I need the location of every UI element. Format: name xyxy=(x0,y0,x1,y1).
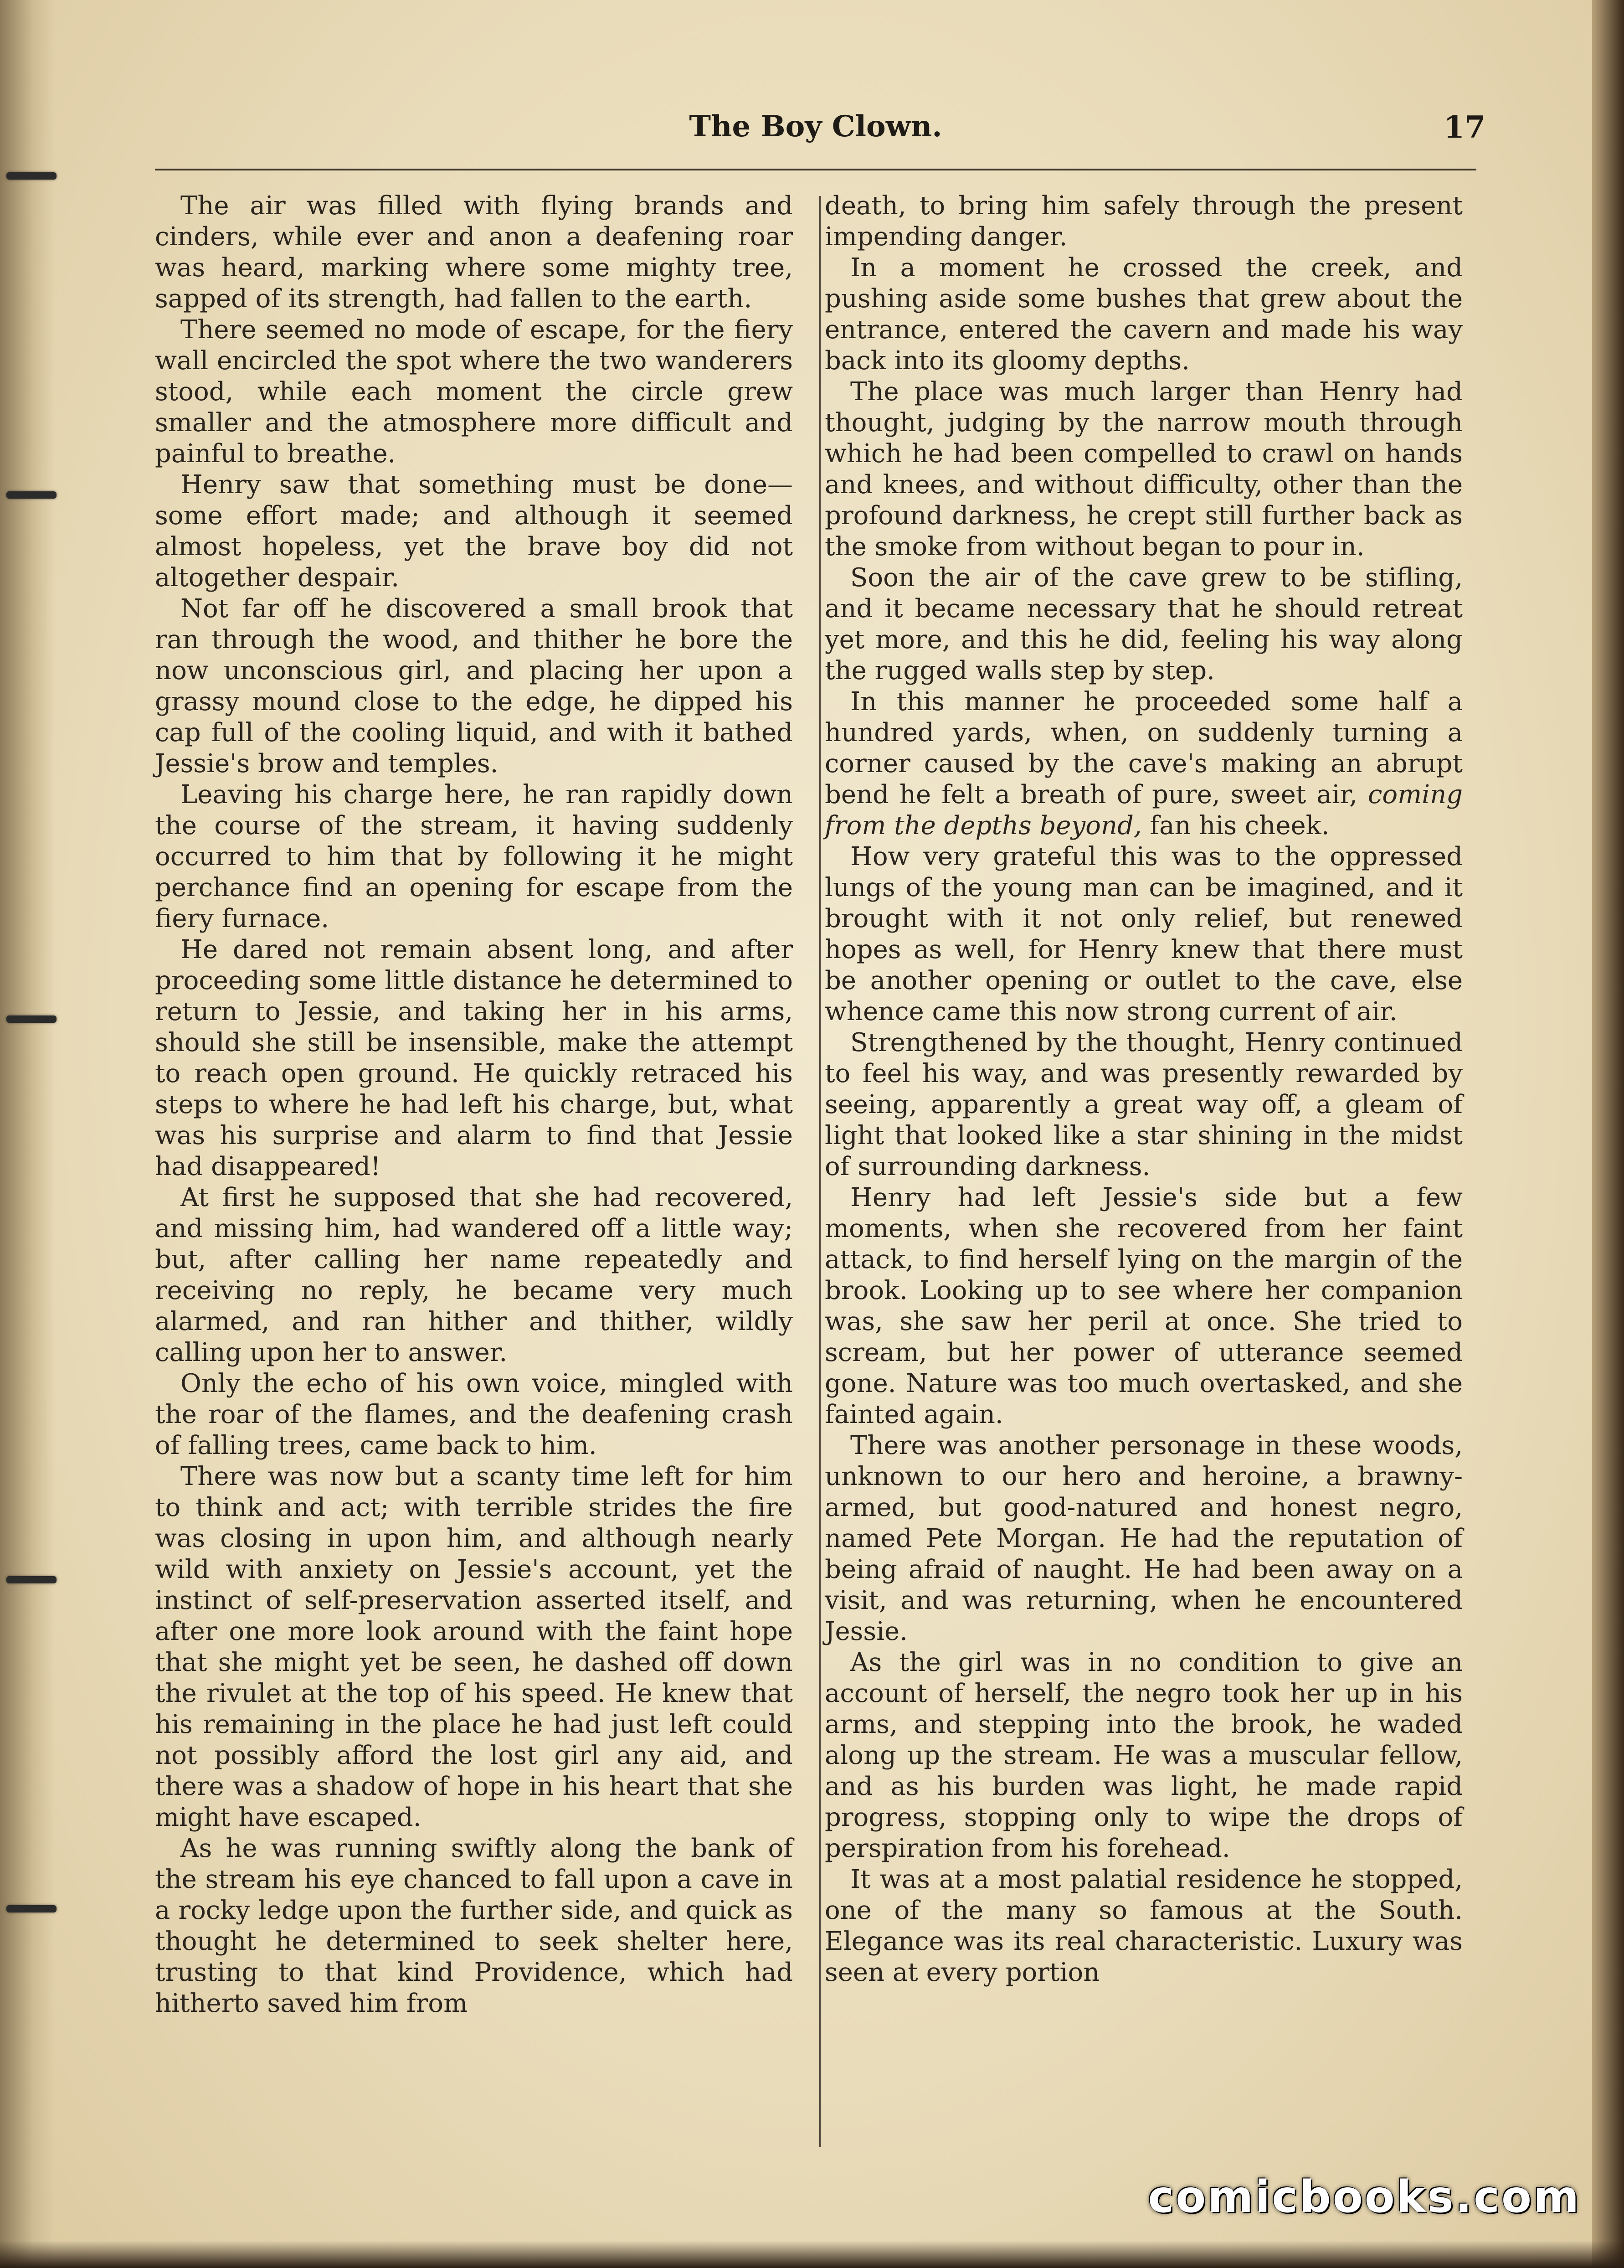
header-rule xyxy=(155,169,1476,170)
paragraph: As the girl was in no condition to give an account of herself, the negro took her up in his arms, and stepping into the brook, he waded along up the stream. He was a muscular fellow, and as his burden was light, he made rapid progress, stopping only to wipe the drops of perspiration from his forehead. xyxy=(825,1648,1463,1863)
paragraph: How very grateful this was to the oppressed lungs of the young man can be imagined, and it brought with it not only relief, but renewed hopes as well, for Henry knew that there must be another opening or outlet to the cave, else whence came this now strong current of air. xyxy=(825,842,1463,1026)
staple-icon xyxy=(6,491,57,499)
paragraph: There seemed no mode of escape, for the fiery wall encircled the spot where the two wanderers stood, while each moment the circle grew smaller and the atmosphere more difficult and painful to breathe. xyxy=(155,315,793,469)
page-number: 17 xyxy=(1444,109,1485,145)
paragraph: Henry saw that something must be done— some effort made; and although it seemed almost hopeless, yet the brave boy did not altogether despair. xyxy=(155,470,793,593)
column-divider xyxy=(819,196,821,2147)
left-column xyxy=(155,191,793,2019)
paragraph-with-italic xyxy=(825,686,1463,841)
paragraph: At first he supposed that she had recovered, and missing him, had wandered off a little way; but, after calling her name repeatedly and receiving no reply, he became very much alarmed, and ran hither and thither, wildly calling upon her to answer. xyxy=(155,1183,793,1367)
paragraph: There was another personage in these woods, unknown to our hero and heroine, a brawny-armed, but good-natured and honest negro, named Pete Morgan. He had the reputation of being afraid of naught. He had been away on a visit, and was returning, when he encountered Jessie. xyxy=(825,1431,1463,1646)
page-title: The Boy Clown. xyxy=(689,109,942,144)
paragraph: Not far off he discovered a small brook that ran through the wood, and thither he bore the now unconscious girl, and placing her upon a grassy mound close to the edge, he dipped his cap full of the cooling liquid, and with it bathed Jessie's brow and temples. xyxy=(155,594,793,778)
text-run: In this manner he proceeded some half a hundred yards, when, on suddenly turning a corner caused by the cave's making an abrupt bend he felt a breath of pure, sweet air, xyxy=(825,687,1463,809)
paragraph: Leaving his charge here, he ran rapidly down the course of the stream, it having suddenly occurred to him that by following it he might perchance find an opening for escape from the fiery furnace. xyxy=(155,780,793,933)
watermark: comicbooks.com xyxy=(1148,2171,1581,2222)
paragraph: Henry had left Jessie's side but a few moments, when she recovered from her faint attack, to find herself lying on the margin of the brook. Looking up to see where her companion was, she saw her peril at once. She tried to scream, but her power of utterance seemed gone. Nature was too much overtasked, and she fainted again. xyxy=(825,1183,1463,1429)
binding-shadow xyxy=(0,0,55,2268)
paragraph: As he was running swiftly along the bank of the stream his eye chanced to fall upon a cave in a rocky ledge upon the further side, and quick as thought he determined to seek shelter here, trusting to that kind Providence, which had hitherto saved him from xyxy=(155,1834,793,2018)
paragraph-continuation: death, to bring him safely through the present impending danger. xyxy=(825,191,1463,252)
paragraph: Soon the air of the cave grew to be stifling, and it became necessary that he should retreat yet more, and this he did, feeling his way along the rugged walls step by step. xyxy=(825,563,1463,686)
paragraph: He dared not remain absent long, and after proceeding some little distance he determined to return to Jessie, and taking her in his arms, should she still be insensible, make the attempt to reach open ground. He quickly retraced his steps to where he had left his charge, but, what was his surprise and alarm to find that Jessie had disappeared! xyxy=(155,935,793,1181)
staple-icon xyxy=(6,1015,57,1023)
page-edge-right xyxy=(1592,0,1624,2268)
paragraph: There was now but a scanty time left for him to think and act; with terrible strides the fire was closing in upon him, and although nearly wild with anxiety on Jessie's account, yet the instinct of self-preservation asserted itself, and after one more look around with the faint hope that she might yet be seen, he dashed off down the rivulet at the top of his speed. He knew that his remaining in the place he had just left could not possibly afford the lost girl any aid, and there was a shadow of hope in his heart that she might have escaped. xyxy=(155,1462,793,1832)
text-run: fan his cheek. xyxy=(1141,811,1330,840)
paragraph: In a moment he crossed the creek, and pushing aside some bushes that grew about the entrance, entered the cavern and made his way back into its gloomy depths. xyxy=(825,253,1463,376)
paragraph: Only the echo of his own voice, mingled with the roar of the flames, and the deafening crash of falling trees, came back to him. xyxy=(155,1369,793,1460)
running-header xyxy=(155,109,1485,164)
right-column xyxy=(825,191,1463,1988)
italic-phrase: coming from the depths beyond, xyxy=(825,780,1463,840)
page-edge-bottom xyxy=(0,2241,1624,2268)
paragraph: The place was much larger than Henry had thought, judging by the narrow mouth through which he had been compelled to crawl on hands and knees, and without difficulty, other than the profound darkness, he crept still further back as the smoke from without began to pour in. xyxy=(825,377,1463,562)
paragraph: Strengthened by the thought, Henry continued to feel his way, and was presently rewarded by seeing, apparently a great way off, a gleam of light that looked like a star shining in the midst of surrounding darkness. xyxy=(825,1028,1463,1181)
staple-icon xyxy=(6,1576,57,1583)
paragraph: It was at a most palatial residence he stopped, one of the many so famous at the South. Elegance was its real characteristic. Luxury was seen at every portion xyxy=(825,1865,1463,1987)
staple-icon xyxy=(6,1905,57,1912)
staple-icon xyxy=(6,172,57,180)
paragraph: The air was filled with flying brands and cinders, while ever and anon a deafening roar was heard, marking where some mighty tree, sapped of its strength, had fallen to the earth. xyxy=(155,191,793,314)
